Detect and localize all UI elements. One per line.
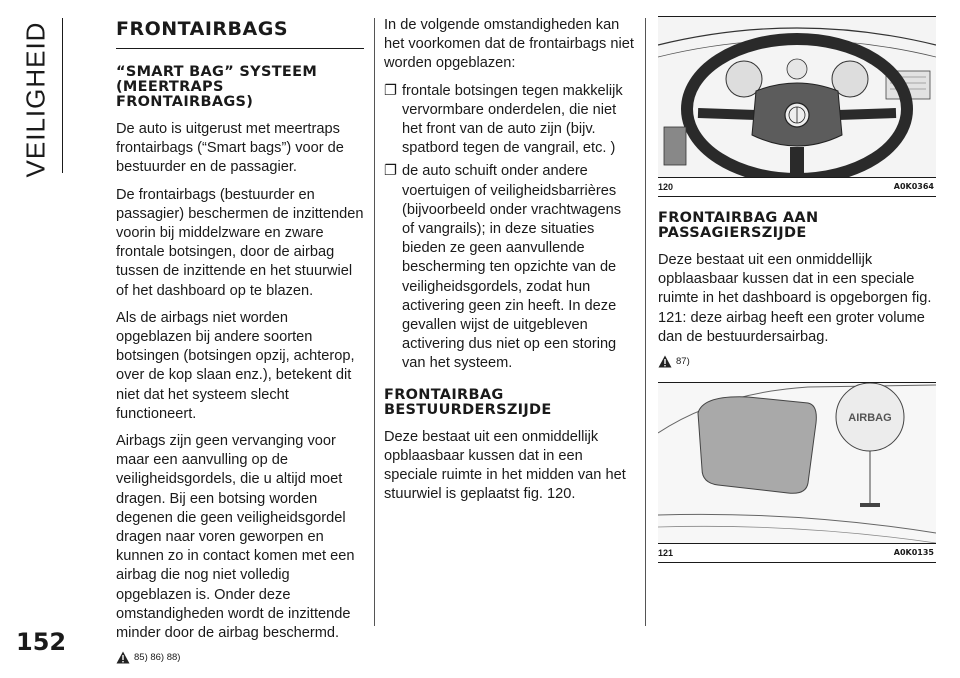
- page-number: 152: [16, 628, 67, 656]
- smart-bag-paragraph-1: De auto is uitgerust met meertraps frontairbags (“Smart bags”) voor de bestuurder en de passagier.: [116, 121, 344, 176]
- smart-bag-paragraph-4: Airbags zijn geen vervanging voor maar een aanvulling op de veiligheidsgordels, die u altijd moet dragen. Bij een botsing worden degenen die geen veiligheidsgordel dragen naar voren geworpen en kunnen zo in contact komen met een airbag die nog niet volledig opgeblazen is. Onder deze omstandigheden wordt de inzittende minder door de airbag beschermd.: [116, 433, 355, 642]
- warning-triangle-icon: [116, 651, 130, 664]
- list-item-text: de auto schuift onder andere voertuigen of veiligheidsbarrières (bijvoorbeeld onder vrachtwagens of vangrails); in deze situaties bieden ze geen aanvullende bescherming ten opzichte van de veiligheidsgordels, zodat hun activering geen zin heeft. In deze gevallen wijst de uitgebleven activering dus niet op een storing van het systeem.: [402, 163, 622, 372]
- list-item: [384, 162, 634, 373]
- section-title: FRONTAIRBAGS: [116, 18, 364, 49]
- warning-references: [116, 651, 364, 664]
- warning-references-passenger: [658, 355, 936, 368]
- airbag-callout-label: AIRBAG: [848, 412, 892, 425]
- non-deploy-intro: In de volgende omstandigheden kan het voorkomen dat de frontairbags niet worden opgeblazen:: [384, 17, 634, 72]
- smart-bag-paragraph-3: Als de airbags niet worden opgeblazen bij andere soorten botsingen (botsingen opzij, achterop, over de kop slaan enz.), betekent dit niet dat het systeem slecht functioneert.: [116, 309, 355, 422]
- smart-bag-heading: “SMART BAG” SYSTEEM (MEERTRAPS FRONTAIRBAGS): [116, 64, 318, 110]
- passenger-airbag-text: Deze bestaat uit een onmiddellijk opblaasbaar kussen dat in een speciale ruimte in het dashboard is opgeborgen fig. 121: deze airbag heeft een groter volume dan de bestuurdersairbag.: [658, 252, 932, 345]
- side-section-label-text: VEILIGHEID: [20, 21, 51, 177]
- driver-airbag-text: Deze bestaat uit een onmiddellijk opblaasbaar kussen dat in een speciale ruimte in het midden van het stuurwiel is geplaatst fig. 120.: [384, 428, 626, 503]
- column-2: [384, 16, 634, 512]
- driver-airbag-heading: FRONTAIRBAG BESTUURDERSZIJDE: [384, 386, 552, 418]
- figure-120-caption: [658, 177, 936, 196]
- figure-120-code: A0K0364: [893, 182, 934, 191]
- steering-wheel-illustration: [658, 17, 936, 177]
- column-divider-1: [374, 18, 375, 626]
- passenger-airbag-heading: FRONTAIRBAG AAN PASSAGIERSZIJDE: [658, 210, 819, 241]
- warning-references-text: 85) 86) 88): [134, 652, 181, 664]
- checkbox-bullet-icon: ❐: [384, 163, 398, 180]
- warning-triangle-icon: [658, 355, 672, 368]
- non-deploy-list: [384, 82, 634, 374]
- figure-120-number: 120: [658, 182, 674, 192]
- figure-121-code: A0K0135: [893, 548, 934, 558]
- column-3: [658, 16, 936, 563]
- smart-bag-paragraph-2: De frontairbags (bestuurder en passagier) beschermen de inzittenden voorin bij middelzware en zware frontale botsingen, door de airbag tussen de inzittende en het stuurwiel of het dashboard op te blazen.: [116, 186, 364, 299]
- warning-references-passenger-text: 87): [676, 356, 690, 368]
- passenger-airbag-illustration: [658, 383, 936, 543]
- list-item-text: frontale botsingen tegen makkelijk vervormbare onderdelen, die niet het front van de auto zijn (bijv. spatbord tegen de vangrail, etc. ): [402, 82, 623, 157]
- figure-121: [658, 382, 936, 563]
- side-rule-divider: [62, 18, 63, 173]
- list-item: [384, 82, 634, 159]
- figure-120: [658, 16, 936, 197]
- figure-121-caption: [658, 543, 936, 562]
- figure-121-number: 121: [658, 548, 674, 559]
- checkbox-bullet-icon: ❐: [384, 82, 398, 99]
- column-divider-2: [645, 18, 646, 626]
- column-1: [116, 16, 364, 664]
- side-section-label: [18, 21, 54, 177]
